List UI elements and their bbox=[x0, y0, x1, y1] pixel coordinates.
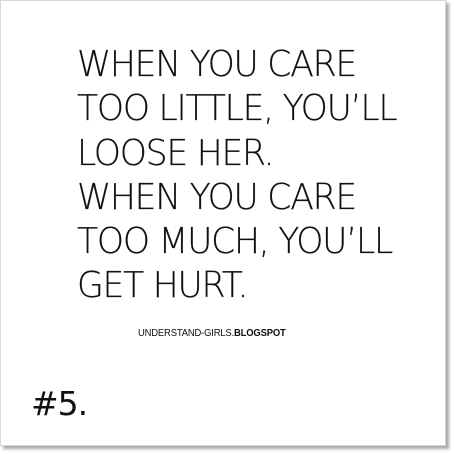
quote-line-5: TOO MUCH, YOU’LL bbox=[77, 221, 392, 263]
quote-number: #5. bbox=[31, 384, 88, 423]
source-suffix: BLOGSPOT bbox=[234, 327, 286, 339]
quote-line-1: WHEN YOU CARE bbox=[77, 44, 356, 85]
quote-line-4: WHEN YOU CARE bbox=[77, 176, 356, 218]
source-site: UNDERSTAND-GIRLS. bbox=[138, 327, 235, 339]
source-credit bbox=[138, 327, 286, 339]
quote-line-6: GET HURT. bbox=[77, 265, 248, 307]
quote-line-2: TOO LITTLE, YOU’LL bbox=[77, 88, 397, 130]
quote-text bbox=[77, 43, 437, 309]
quote-line-3: LOOSE HER. bbox=[77, 132, 274, 174]
